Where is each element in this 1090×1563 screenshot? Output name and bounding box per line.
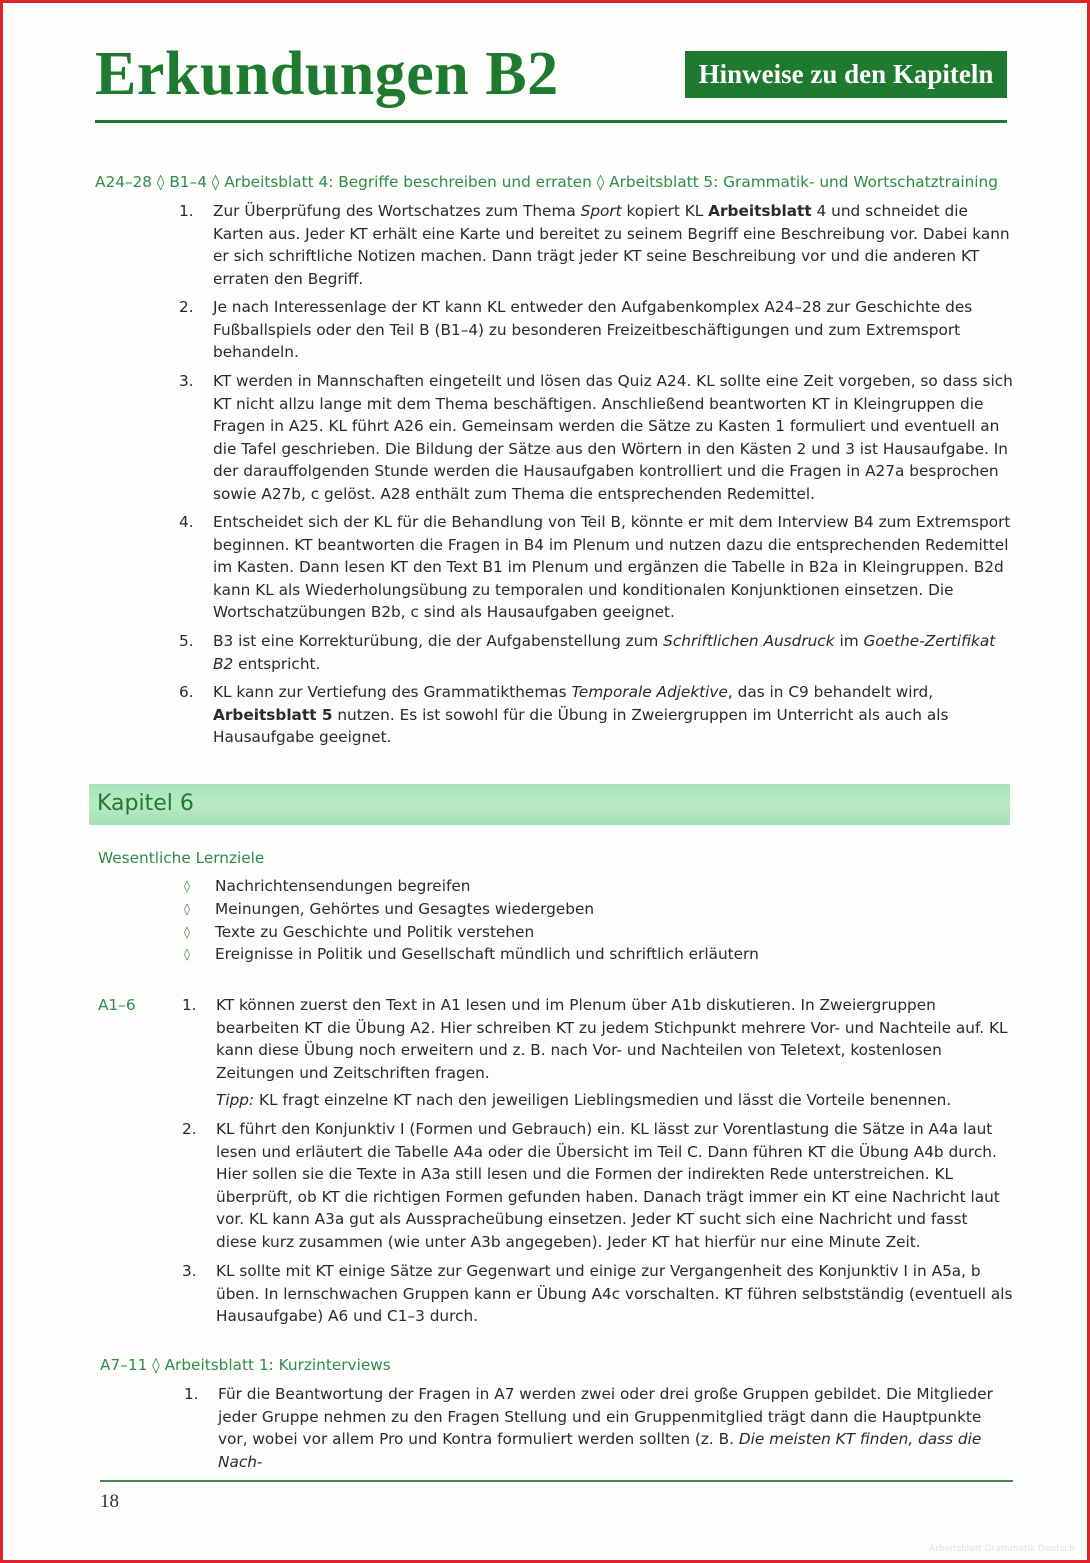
item-number: 6. [179, 683, 194, 701]
header-rule [95, 120, 1007, 123]
goal-item: ◊ Texte zu Geschichte und Politik verstehen [215, 921, 534, 944]
item-number: 2. [179, 298, 194, 316]
watermark: Arbeitsblatt Grammatik Deutsch [929, 1544, 1075, 1554]
item-number: 2. [182, 1120, 197, 1138]
goal-item: ◊ Nachrichtensendungen begreifen [215, 875, 470, 898]
item-text: B3 ist eine Korrekturübung, die der Aufgabenstellung zum Schriftlichen Ausdruck im Goethe-Zertifikat B2 entspricht. [213, 632, 996, 673]
item-number: 1. [182, 996, 197, 1014]
list-item [184, 1383, 1013, 1473]
tip-note: Tipp: KL fragt einzelne KT nach den jeweiligen Lieblingsmedien und lässt die Vorteile benennen. [216, 1091, 952, 1109]
diamond-bullet-icon: ◊ [184, 947, 190, 961]
chapter-banner [89, 784, 1010, 825]
book-title: Erkundungen B2 [95, 40, 559, 108]
item-number: 1. [184, 1385, 199, 1403]
goals-heading: Wesentliche Lernziele [98, 849, 265, 867]
list-item [179, 200, 1013, 290]
list-item [182, 994, 1013, 1084]
item-text: KL führt den Konjunktiv I (Formen und Gebrauch) ein. KL lässt zur Vorentlastung die Sätze in A4a laut lesen und erläutert die Tabelle A4a oder die Übersicht im Teil C. Dann führen KT die Übung A4b durch. Hier sollen sie die Texte in A3a still lesen und die Formen der indirekten Rede unterstreichen. KL überprüft, ob KT die richtigen Formen gefunden haben. Danach trägt immer ein KT eine Nachricht laut vor. KL kann A3a gut als Ausspracheübung einsetzen. Jeder KT sucht sich eine Nachricht und fasst diese kurz zusammen (wie unter A3b angegeben). Jeder KT hat hierfür nur eine Minute Zeit. [216, 1120, 1000, 1251]
section-heading-a7-11: A7–11 ◊ Arbeitsblatt 1: Kurzinterviews [100, 1356, 391, 1374]
item-text: Für die Beantwortung der Fragen in A7 werden zwei oder drei große Gruppen gebildet. Die Mitglieder jeder Gruppe nehmen zu den Fragen Stellung und ein Gruppenmitglied trägt dann die Hauptpunkte vor, wobei vor allem Pro und Kontra formuliert werden sollten (z. B. Die meisten KT finden, dass die Nach- [218, 1385, 993, 1471]
item-text: KL sollte mit KT einige Sätze zur Gegenwart und einige zur Vergangenheit des Konjunktiv I in A5a, b üben. In lernschwachen Gruppen kann er Übung A4c vorschalten. KT führen selbstständig (eventuell als Hausaufgabe) A6 und C1–3 durch. [216, 1262, 1013, 1326]
diamond-bullet-icon: ◊ [184, 925, 190, 939]
list-item [179, 630, 1013, 675]
footer-rule [100, 1480, 1013, 1482]
list-item [182, 1260, 1013, 1328]
item-number: 5. [179, 632, 194, 650]
diamond-bullet-icon: ◊ [184, 902, 190, 916]
tip-label: Tipp: [216, 1091, 255, 1109]
item-number: 4. [179, 513, 194, 531]
item-text: Je nach Interessenlage der KT kann KL entweder den Aufgabenkomplex A24–28 zur Geschichte des Fußballspiels oder den Teil B (B1–4) zu besonderen Freizeitbeschäftigungen und zum Extremsport behandeln. [213, 298, 973, 362]
list-item [179, 681, 1013, 749]
item-number: 1. [179, 202, 194, 220]
item-number: 3. [179, 372, 194, 390]
item-text: KL kann zur Vertiefung des Grammatikthemas Temporale Adjektive, das in C9 behandelt wird, Arbeitsblatt 5 nutzen. Es ist sowohl für die Übung in Zweiergruppen im Unterricht als auch als Hausaufgabe geeignet. [213, 683, 949, 747]
item-text: KT werden in Mannschaften eingeteilt und lösen das Quiz A24. KL sollte eine Zeit vorgeben, so dass sich KT nicht allzu lange mit dem Thema beschäftigen. Anschließend beantworten KT in Kleingruppen die Fragen in A25. KL führt A26 ein. Gemeinsam werden die Sätze zu Kasten 1 formuliert und eventuell an die Tafel geschrieben. Die Bildung der Sätze aus den Wörtern in den Kästen 2 und 3 ist Hausaufgabe. In der darauffolgenden Stunde werden die Hausaufgaben kontrolliert und die Fragen in A27a besprochen sowie A27b, c gelöst. A28 enthält zum Thema die entsprechenden Redemittel. [213, 372, 1013, 503]
item-text: KT können zuerst den Text in A1 lesen und im Plenum über A1b diskutieren. In Zweiergruppen bearbeiten KT die Übung A2. Hier schreiben KT zu jedem Stichpunkt mehrere Vor- und Nachteile auf. KL kann diese Übung noch erweitern und z. B. nach Vor- und Nachteilen von Teletext, kostenlosen Zeitungen und Zeitschriften fragen. [216, 996, 1008, 1082]
section-label-a1-6: A1–6 [98, 996, 136, 1014]
diamond-bullet-icon: ◊ [184, 879, 190, 893]
item-text: Entscheidet sich der KL für die Behandlung von Teil B, könnte er mit dem Interview B4 zum Extremsport beginnen. KT beantworten die Fragen in B4 im Plenum und nutzen dazu die entsprechenden Redemittel im Kasten. Dann lesen KT den Text B1 im Plenum und ergänzen die Tabelle in B2a in Kleingruppen. B2d kann KL als Wiederholungsübung zu temporalen und konditionalen Konjunktionen einsetzen. Die Wortschatzübungen B2b, c sind als Hausaufgaben geeignet. [213, 513, 1011, 622]
goal-item: ◊ Meinungen, Gehörtes und Gesagtes wiedergeben [215, 898, 594, 921]
item-text: Zur Überprüfung des Wortschatzes zum Thema Sport kopiert KL Arbeitsblatt 4 und schneidet die Karten aus. Jeder KT erhält eine Karte und bereitet zu seinem Begriff eine Beschreibung vor. Dabei kann er sich schriftliche Notizen machen. Dann trägt jeder KT seine Beschreibung vor und die anderen KT erraten den Begriff. [213, 202, 1010, 288]
list-item [179, 296, 1013, 364]
goal-item: ◊ Ereignisse in Politik und Gesellschaft mündlich und schriftlich erläutern [215, 943, 759, 966]
list-item [182, 1118, 1013, 1254]
list-item [179, 370, 1013, 506]
list-item [179, 511, 1013, 624]
section-badge: Hinweise zu den Kapiteln [685, 51, 1007, 98]
section-heading-a24-28: A24–28 ◊ B1–4 ◊ Arbeitsblatt 4: Begriffe beschreiben und erraten ◊ Arbeitsblatt 5: Grammatik- und Wortschatztraining [95, 173, 998, 191]
page-number: 18 [100, 1491, 119, 1512]
item-number: 3. [182, 1262, 197, 1280]
chapter-title: Kapitel 6 [97, 791, 194, 816]
